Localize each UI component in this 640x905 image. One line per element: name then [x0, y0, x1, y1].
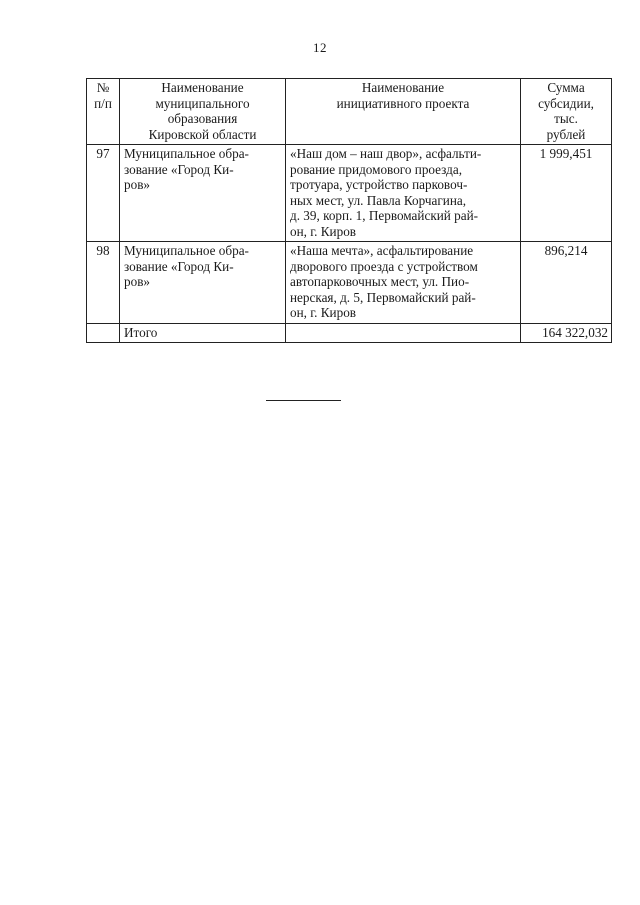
row-municipality: Муниципальное обра- зование «Город Ки- ров»: [120, 242, 286, 324]
header-subsidy-sum: Сумма субсидии, тыс. рублей: [521, 79, 612, 145]
page-number: 12: [313, 40, 327, 55]
end-separator-line: [266, 400, 341, 401]
total-sum: 164 322,032: [521, 323, 612, 343]
total-number: [87, 323, 120, 343]
row-municipality: Муниципальное обра- зование «Город Ки- ров»: [120, 145, 286, 242]
header-project: Наименование инициативного проекта: [286, 79, 521, 145]
subsidy-table: [86, 78, 612, 343]
table-row: [87, 242, 612, 324]
total-project: [286, 323, 521, 343]
header-number: № п/п: [87, 79, 120, 145]
table-row: [87, 145, 612, 242]
table-total-row: [87, 323, 612, 343]
total-label: Итого: [120, 323, 286, 343]
row-project: «Наша мечта», асфальтирование дворового проезда с устройством автопарковочных мест, ул. Пио- нерская, д. 5, Первомайский рай- он, г. Киров: [286, 242, 521, 324]
header-municipality: Наименование муниципального образования Кировской области: [120, 79, 286, 145]
row-project: «Наш дом – наш двор», асфальти- рование придомового проезда, тротуара, устройство парковоч- ных мест, ул. Павла Корчагина, д. 39, корп. 1, Первомайский рай- он, г. Киров: [286, 145, 521, 242]
row-number: 97: [87, 145, 120, 242]
table-header-row: [87, 79, 612, 145]
row-sum: 896,214: [521, 242, 612, 324]
row-number: 98: [87, 242, 120, 324]
row-sum: 1 999,451: [521, 145, 612, 242]
